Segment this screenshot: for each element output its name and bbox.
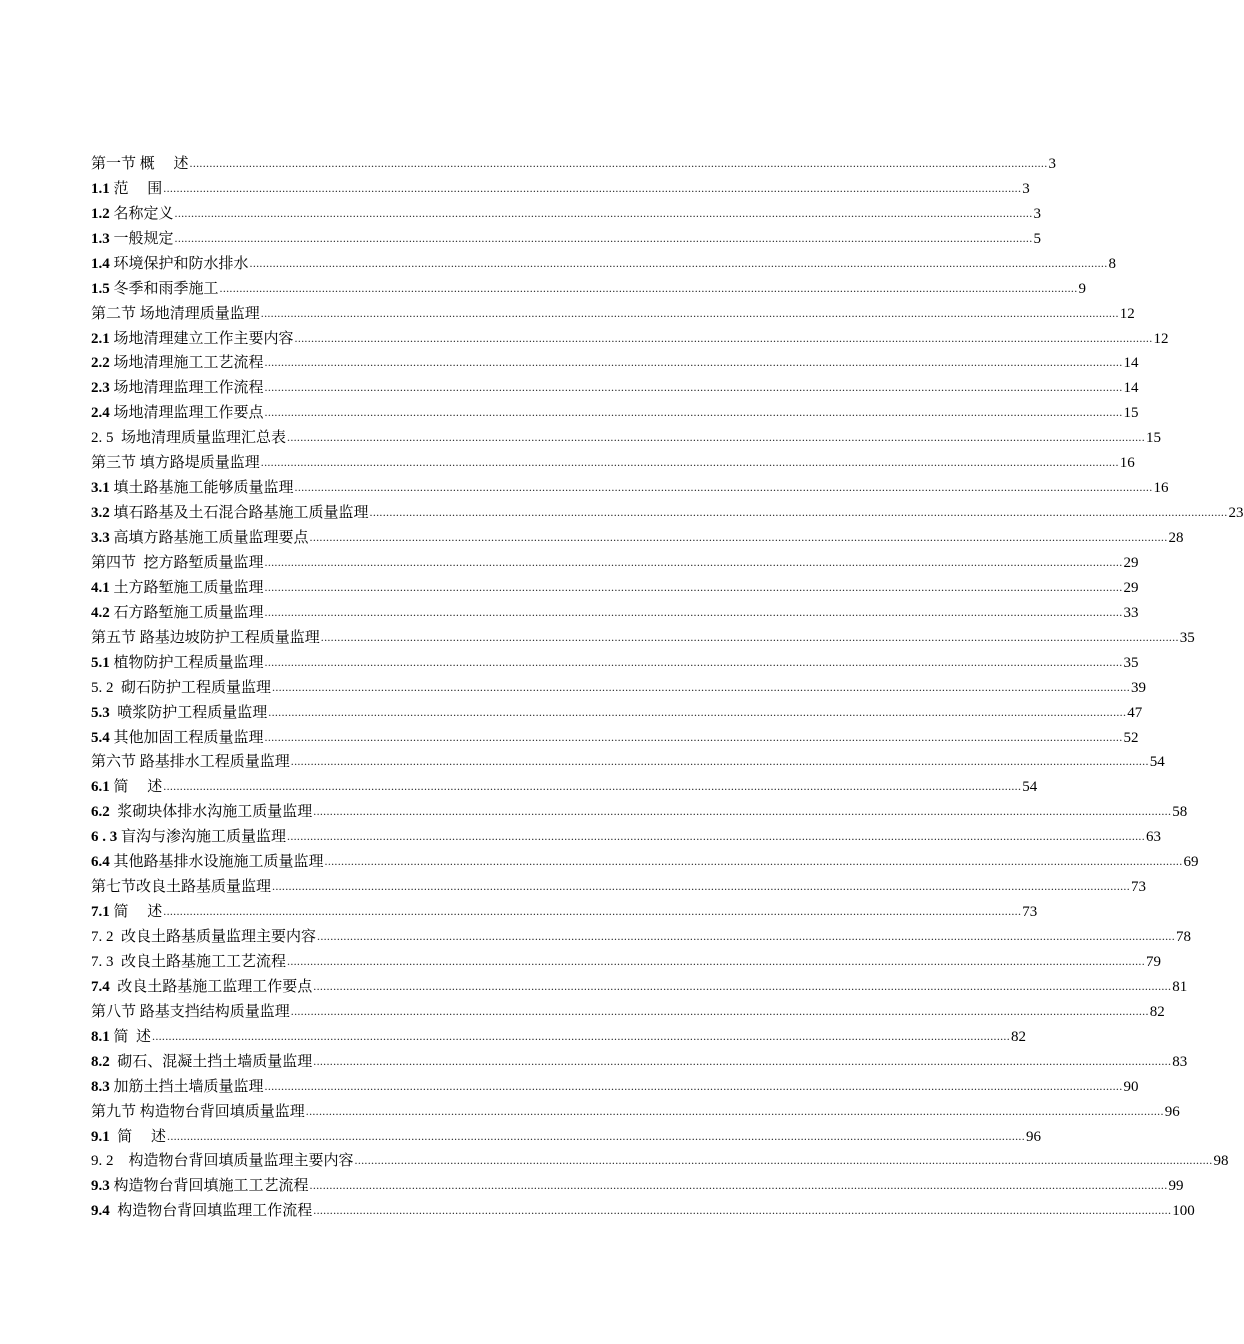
toc-entry-text: 第三节 填方路堤质量监理: [91, 455, 260, 472]
dot-leader: ....................................................................................................................................................................................................................................................................: [264, 729, 1123, 744]
toc-entry-number: 1.4: [91, 255, 110, 272]
dot-leader: ....................................................................................................................................................................................................................................................................: [313, 804, 1172, 819]
toc-entry-number: 5.4: [91, 729, 110, 746]
dot-leader: ....................................................................................................................................................................................................................................................................: [294, 330, 1153, 345]
toc-entry-title: [91, 603, 264, 623]
dot-leader: ....................................................................................................................................................................................................................................................................: [264, 1078, 1123, 1093]
toc-entry-number: 1.2: [91, 205, 110, 222]
dot-leader: ....................................................................................................................................................................................................................................................................: [260, 455, 1119, 470]
toc-entry[interactable]: [91, 274, 1087, 299]
toc-entry-number: 2.3: [91, 380, 110, 397]
toc-entry-text: 土方路堑施工质量监理: [109, 579, 264, 596]
toc-entry-page-number: 28: [1168, 530, 1184, 546]
toc-entry-title: [91, 1176, 309, 1196]
toc-entry-number: 9.3: [91, 1178, 110, 1195]
toc-entry-page-number: 73: [1131, 879, 1147, 896]
toc-entry-text: 第八节 路基支挡结构质量监理: [91, 1003, 290, 1020]
toc-entry-title: [91, 254, 249, 274]
toc-entry-title: [91, 728, 264, 748]
toc-entry-number: 5.1: [91, 654, 110, 671]
toc-entry-page-number: 3: [1022, 180, 1030, 197]
toc-entry-page-number: 82: [1011, 1028, 1027, 1045]
dot-leader: ....................................................................................................................................................................................................................................................................: [272, 679, 1131, 694]
toc-entry[interactable]: [91, 199, 1042, 224]
dot-leader: ....................................................................................................................................................................................................................................................................: [163, 779, 1022, 794]
dot-leader: ....................................................................................................................................................................................................................................................................: [163, 180, 1022, 195]
toc-entry-title: [91, 952, 286, 972]
toc-entry-text: 场地清理监理工作要点: [109, 405, 264, 422]
toc-entry-title: [91, 852, 324, 872]
dot-leader: ....................................................................................................................................................................................................................................................................: [287, 829, 1146, 844]
toc-entry-number: 8.2: [91, 1053, 110, 1070]
toc-entry-title: [91, 678, 271, 698]
toc-entry-text: 第四节 挖方路堑质量监理: [91, 554, 264, 571]
toc-entry[interactable]: [91, 1196, 1195, 1221]
toc-entry-number: 6.4: [91, 854, 110, 871]
toc-entry-number: 1.1: [91, 180, 110, 197]
toc-entry-page-number: 14: [1123, 380, 1139, 397]
dot-leader: ....................................................................................................................................................................................................................................................................: [305, 1103, 1164, 1118]
toc-entry-text: 浆砌块体排水沟施工质量监理: [109, 804, 313, 821]
toc-entry-page-number: 82: [1149, 1003, 1165, 1020]
dot-leader: ....................................................................................................................................................................................................................................................................: [264, 554, 1123, 569]
toc-entry-number: 7.1: [91, 904, 110, 921]
toc-entry-page-number: 54: [1022, 779, 1038, 796]
toc-entry[interactable]: [91, 1097, 1180, 1122]
toc-entry[interactable]: [91, 373, 1139, 398]
toc-entry-text: 石方路堑施工质量监理: [109, 604, 264, 621]
toc-entry-text: 简 述: [109, 779, 163, 796]
toc-entry-number: 1.3: [91, 230, 110, 247]
toc-entry-title: [91, 752, 290, 772]
toc-entry-number: 7.4: [91, 978, 110, 995]
dot-leader: ....................................................................................................................................................................................................................................................................: [264, 405, 1123, 420]
toc-entry-title: [91, 528, 309, 548]
toc-entry-text: 其他路基排水设施施工质量监理: [109, 854, 324, 871]
dot-leader: ....................................................................................................................................................................................................................................................................: [268, 704, 1127, 719]
dot-leader: ....................................................................................................................................................................................................................................................................: [290, 1003, 1149, 1018]
toc-entry[interactable]: [91, 922, 1192, 947]
toc-entry-number: 2.4: [91, 405, 110, 422]
toc-entry-page-number: 35: [1179, 629, 1195, 646]
toc-entry-page-number: 33: [1123, 604, 1139, 621]
toc-entry-title: [91, 478, 294, 498]
toc-entry[interactable]: [91, 772, 1038, 797]
toc-entry-text: 场地清理施工工艺流程: [109, 355, 264, 372]
toc-entry-text: 构造物台背回填监理工作流程: [109, 1203, 313, 1220]
toc-entry-number: 1.5: [91, 280, 110, 297]
toc-entry[interactable]: [91, 797, 1188, 822]
toc-entry-text: 高填方路基施工质量监理要点: [109, 530, 309, 546]
toc-entry-number: 9.1: [91, 1128, 110, 1145]
toc-entry-title: [91, 428, 286, 448]
dot-leader: ....................................................................................................................................................................................................................................................................: [313, 1053, 1172, 1068]
toc-entry-title: [91, 553, 264, 573]
toc-entry-title: [91, 279, 219, 299]
toc-entry-title: [91, 1102, 305, 1122]
toc-entry-title: [91, 703, 267, 723]
dot-leader: ....................................................................................................................................................................................................................................................................: [264, 355, 1123, 370]
toc-entry-page-number: 15: [1146, 430, 1162, 447]
toc-entry-number: 2.2: [91, 355, 110, 372]
toc-entry-page-number: 12: [1119, 305, 1135, 322]
dot-leader: ....................................................................................................................................................................................................................................................................: [152, 1028, 1011, 1043]
dot-leader: ....................................................................................................................................................................................................................................................................: [290, 754, 1149, 769]
dot-leader: ....................................................................................................................................................................................................................................................................: [369, 505, 1228, 520]
toc-entry-title: [91, 403, 264, 423]
toc-entry-text: 范 围: [109, 180, 163, 197]
toc-entry-text: 简 述: [109, 904, 163, 921]
dot-leader: ....................................................................................................................................................................................................................................................................: [219, 280, 1078, 295]
toc-entry-text: 一般规定: [109, 230, 174, 247]
toc-entry-page-number: 14: [1123, 355, 1139, 372]
dot-leader: ....................................................................................................................................................................................................................................................................: [249, 255, 1108, 270]
toc-entry-number: 4.2: [91, 604, 110, 621]
toc-entry[interactable]: [91, 1047, 1188, 1072]
toc-entry-page-number: 3: [1048, 155, 1057, 172]
toc-entry-title: [91, 777, 162, 797]
toc-entry[interactable]: [91, 947, 1162, 972]
dot-leader: ....................................................................................................................................................................................................................................................................: [294, 480, 1153, 495]
dot-leader: ....................................................................................................................................................................................................................................................................: [167, 1128, 1026, 1143]
toc-entry-title: [91, 329, 294, 349]
dot-leader: ....................................................................................................................................................................................................................................................................: [174, 230, 1033, 245]
toc-entry[interactable]: [91, 498, 1244, 523]
toc-entry-page-number: 98: [1213, 1153, 1229, 1170]
toc-entry-text: 5. 2 砌石防护工程质量监理: [91, 679, 272, 696]
toc-entry[interactable]: [91, 448, 1135, 473]
toc-entry-page-number: 29: [1123, 554, 1139, 571]
toc-entry[interactable]: [91, 997, 1165, 1022]
dot-leader: ....................................................................................................................................................................................................................................................................: [317, 929, 1176, 943]
toc-entry-title: [91, 653, 264, 673]
toc-entry-text: 其他加固工程质量监理: [109, 729, 264, 746]
toc-entry-number: 8.1: [91, 1028, 110, 1045]
dot-leader: ....................................................................................................................................................................................................................................................................: [309, 530, 1168, 544]
toc-entry-title: [91, 902, 162, 922]
toc-entry-number: 3.1: [91, 480, 110, 497]
toc-entry-number: 4.1: [91, 579, 110, 596]
dot-leader: ....................................................................................................................................................................................................................................................................: [287, 953, 1146, 968]
toc-entry-page-number: 81: [1172, 978, 1188, 995]
toc-entry[interactable]: [91, 224, 1042, 249]
toc-entry[interactable]: [91, 149, 1057, 174]
toc-entry-text: 第一节 概 述: [91, 155, 189, 172]
toc-entry-text: 7. 2 改良土路基质量监理主要内容: [91, 929, 317, 945]
toc-entry-title: [91, 503, 369, 523]
toc-entry-page-number: 99: [1168, 1178, 1184, 1195]
toc-entry-page-number: 15: [1123, 405, 1139, 422]
toc-entry-title: [91, 927, 316, 947]
toc-entry-number: 3.2: [91, 505, 110, 522]
toc-entry-text: 冬季和雨季施工: [109, 280, 219, 297]
toc-entry-title: [91, 1151, 354, 1171]
toc-entry[interactable]: [91, 1147, 1229, 1172]
toc-entry[interactable]: [91, 473, 1169, 498]
toc-entry[interactable]: [91, 623, 1195, 648]
toc-entry[interactable]: [91, 723, 1139, 748]
toc-entry-title: [91, 1127, 166, 1147]
toc-entry[interactable]: [91, 174, 1030, 199]
toc-entry-page-number: 23: [1228, 505, 1244, 522]
toc-entry-text: 填土路基施工能够质量监理: [109, 480, 294, 497]
toc-entry-text: 第二节 场地清理质量监理: [91, 305, 260, 322]
toc-entry-page-number: 90: [1123, 1078, 1139, 1095]
toc-entry-number: 8.3: [91, 1078, 110, 1095]
toc-entry-page-number: 16: [1153, 480, 1169, 497]
dot-leader: ....................................................................................................................................................................................................................................................................: [313, 978, 1172, 993]
toc-entry-title: [91, 827, 286, 847]
table-of-contents: [91, 149, 1244, 1221]
dot-leader: ....................................................................................................................................................................................................................................................................: [174, 205, 1033, 220]
toc-entry-title: [91, 1002, 290, 1022]
toc-entry-title: [91, 204, 174, 224]
toc-entry[interactable]: [91, 972, 1188, 997]
toc-entry[interactable]: [91, 1171, 1184, 1196]
toc-entry-number: 5.3: [91, 704, 110, 721]
toc-entry-page-number: 69: [1183, 854, 1199, 871]
toc-entry-text: 植物防护工程质量监理: [109, 654, 264, 671]
toc-entry-number: 3.3: [91, 530, 110, 546]
toc-entry-title: [91, 304, 260, 324]
dot-leader: ....................................................................................................................................................................................................................................................................: [264, 380, 1123, 395]
toc-entry-text: 环境保护和防水排水: [109, 255, 249, 272]
toc-entry[interactable]: [91, 598, 1139, 623]
toc-entry-text: 场地清理建立工作主要内容: [109, 330, 294, 347]
toc-entry-page-number: 96: [1026, 1128, 1042, 1145]
toc-entry[interactable]: [91, 673, 1147, 698]
toc-entry-title: [91, 1201, 312, 1221]
toc-entry-text: 改良土路基施工监理工作要点: [109, 978, 313, 995]
toc-entry-page-number: 79: [1146, 953, 1162, 970]
toc-entry-page-number: 5: [1033, 230, 1042, 247]
toc-entry-page-number: 39: [1131, 679, 1147, 696]
toc-entry-page-number: 83: [1172, 1053, 1188, 1070]
dot-leader: ....................................................................................................................................................................................................................................................................: [264, 579, 1123, 594]
dot-leader: ....................................................................................................................................................................................................................................................................: [313, 1203, 1172, 1218]
toc-entry[interactable]: [91, 324, 1169, 349]
toc-entry[interactable]: [91, 249, 1117, 274]
toc-entry-page-number: 96: [1164, 1103, 1180, 1120]
toc-entry[interactable]: [91, 523, 1184, 548]
toc-entry-number: 2.1: [91, 330, 110, 347]
toc-entry[interactable]: [91, 423, 1162, 448]
toc-entry-title: [91, 977, 312, 997]
toc-entry[interactable]: [91, 1122, 1042, 1147]
toc-entry-title: [91, 378, 264, 398]
toc-entry-text: 构造物台背回填施工工艺流程: [109, 1178, 309, 1195]
dot-leader: ....................................................................................................................................................................................................................................................................: [354, 1153, 1213, 1168]
toc-entry-page-number: 29: [1123, 579, 1139, 596]
toc-entry-text: 场地清理监理工作流程: [109, 380, 264, 397]
toc-entry[interactable]: [91, 548, 1139, 573]
toc-entry-text: 填石路基及土石混合路基施工质量监理: [109, 505, 369, 522]
toc-entry[interactable]: [91, 822, 1162, 847]
toc-entry-text: 砌石、混凝土挡土墙质量监理: [109, 1053, 313, 1070]
toc-entry-page-number: 63: [1146, 829, 1162, 846]
toc-entry-page-number: 47: [1127, 704, 1143, 721]
dot-leader: ....................................................................................................................................................................................................................................................................: [324, 854, 1183, 869]
toc-entry-number: 6 . 3: [91, 829, 118, 846]
toc-entry-title: [91, 1077, 264, 1097]
toc-entry[interactable]: [91, 648, 1139, 673]
toc-entry-title: [91, 453, 260, 473]
toc-entry-title: [91, 578, 264, 598]
toc-entry[interactable]: [91, 349, 1139, 374]
toc-entry-text: 第六节 路基排水工程质量监理: [91, 754, 290, 771]
dot-leader: ....................................................................................................................................................................................................................................................................: [189, 155, 1048, 170]
toc-entry[interactable]: [91, 1072, 1139, 1097]
toc-entry-title: [91, 877, 271, 897]
dot-leader: ....................................................................................................................................................................................................................................................................: [272, 879, 1131, 894]
toc-entry-number: 6.1: [91, 779, 110, 796]
toc-entry-title: [91, 353, 264, 373]
toc-entry[interactable]: [91, 872, 1147, 897]
dot-leader: ....................................................................................................................................................................................................................................................................: [260, 305, 1119, 320]
toc-entry[interactable]: [91, 573, 1139, 598]
toc-entry-text: 第九节 构造物台背回填质量监理: [91, 1103, 305, 1120]
toc-entry-text: 简 述: [109, 1128, 167, 1145]
toc-entry-text: 名称定义: [109, 205, 174, 222]
toc-entry[interactable]: [91, 847, 1199, 872]
toc-entry-page-number: 52: [1123, 729, 1139, 746]
toc-entry-page-number: 12: [1153, 330, 1169, 347]
toc-entry[interactable]: [91, 698, 1143, 723]
toc-entry-number: 6.2: [91, 804, 110, 821]
toc-entry-page-number: 100: [1172, 1203, 1195, 1220]
toc-entry-text: 喷浆防护工程质量监理: [109, 704, 268, 721]
dot-leader: ....................................................................................................................................................................................................................................................................: [287, 430, 1146, 445]
toc-entry[interactable]: [91, 897, 1038, 922]
toc-entry-title: [91, 154, 189, 174]
dot-leader: ....................................................................................................................................................................................................................................................................: [264, 604, 1123, 619]
toc-entry-text: 2. 5 场地清理质量监理汇总表: [91, 430, 287, 447]
dot-leader: ....................................................................................................................................................................................................................................................................: [320, 629, 1179, 644]
toc-entry-title: [91, 1052, 312, 1072]
toc-entry-number: 9.4: [91, 1203, 110, 1220]
toc-entry-title: [91, 1027, 151, 1047]
toc-entry-page-number: 54: [1149, 754, 1165, 771]
toc-entry[interactable]: [91, 299, 1135, 324]
toc-entry-text: 加筋土挡土墙质量监理: [109, 1078, 264, 1095]
toc-entry-page-number: 9: [1078, 280, 1087, 297]
toc-entry-text: 7. 3 改良土路基施工工艺流程: [91, 953, 287, 970]
toc-entry[interactable]: [91, 398, 1139, 423]
dot-leader: ....................................................................................................................................................................................................................................................................: [264, 654, 1123, 669]
toc-entry-page-number: 35: [1123, 654, 1139, 671]
toc-entry-title: [91, 179, 162, 199]
toc-entry-page-number: 58: [1172, 804, 1188, 821]
toc-entry-text: 简 述: [109, 1028, 152, 1045]
toc-entry-text: 第七节改良土路基质量监理: [91, 879, 272, 896]
toc-entry-text: 盲沟与渗沟施工质量监理: [117, 829, 287, 846]
toc-entry[interactable]: [91, 1022, 1027, 1047]
toc-entry-page-number: 73: [1022, 904, 1038, 921]
toc-entry-title: [91, 229, 174, 249]
toc-entry-page-number: 16: [1119, 455, 1135, 472]
toc-entry-title: [91, 628, 320, 648]
toc-entry-title: [91, 802, 312, 822]
toc-entry-text: 第五节 路基边坡防护工程质量监理: [91, 629, 320, 646]
toc-entry-page-number: 78: [1176, 929, 1192, 945]
dot-leader: ....................................................................................................................................................................................................................................................................: [163, 904, 1022, 919]
dot-leader: ....................................................................................................................................................................................................................................................................: [309, 1178, 1168, 1193]
toc-entry-text: 9. 2 构造物台背回填质量监理主要内容: [91, 1153, 354, 1170]
toc-entry-page-number: 8: [1108, 255, 1117, 272]
toc-entry[interactable]: [91, 748, 1165, 773]
toc-entry-page-number: 3: [1033, 205, 1042, 222]
